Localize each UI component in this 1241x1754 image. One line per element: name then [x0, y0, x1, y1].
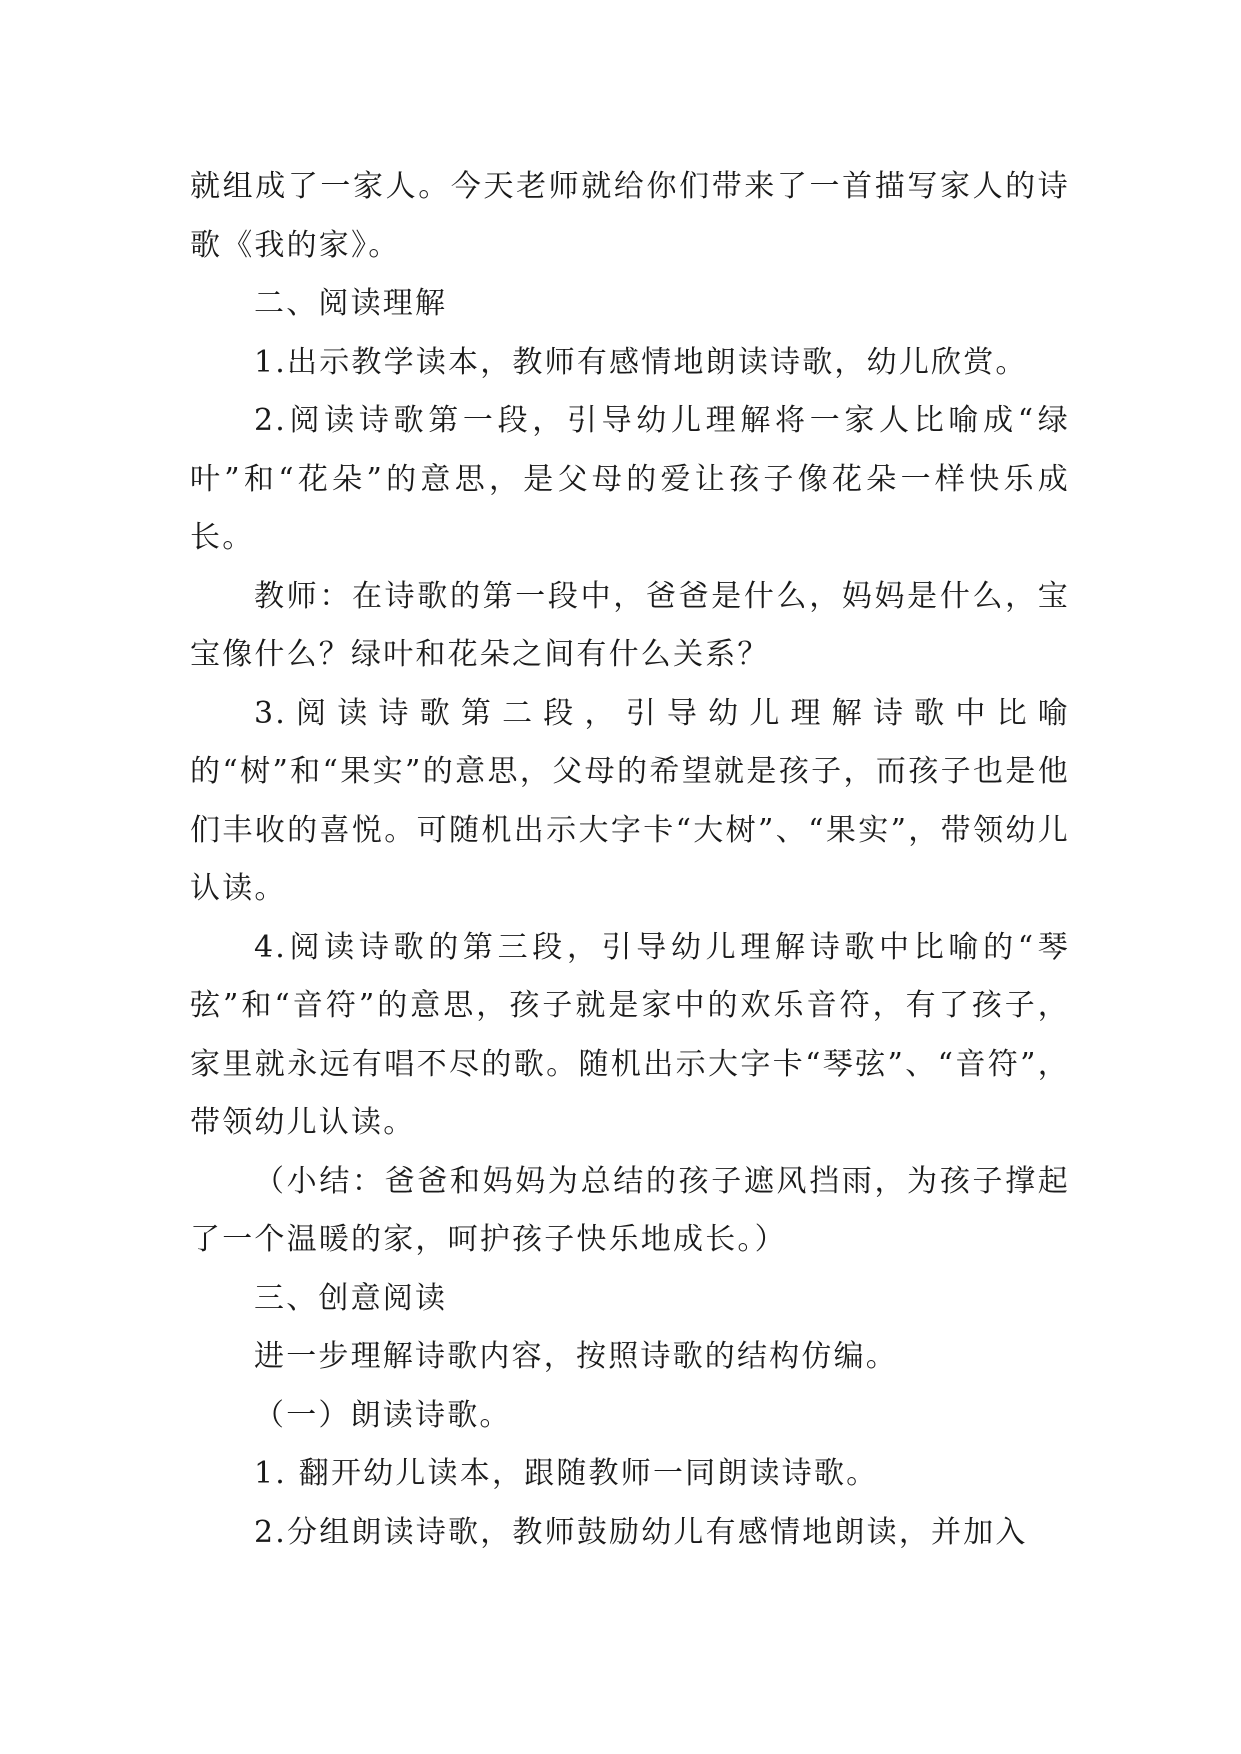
section-heading-reading-comprehension: 二、阅读理解	[254, 286, 448, 321]
paragraph-intro-continuation: 就组成了一家人。今天老师就给你们带来了一首描写家人的诗歌《我的家》。	[190, 169, 1070, 263]
paragraph-step-2: 2.阅读诗歌第一段，引导幼儿理解将一家人比喻成“绿叶”和“花朵”的意思，是父母的爱让孩子像花朵一样快乐成长。	[190, 403, 1070, 555]
paragraph-step-1: 1.出示教学读本，教师有感情地朗读诗歌，幼儿欣赏。	[254, 344, 1028, 380]
paragraph-step-4: 4.阅读诗歌的第三段，引导幼儿理解诗歌中比喻的“琴弦”和“音符”的意思，孩子就是家中的欢乐音符，有了孩子，家里就永远有唱不尽的歌。随机出示大字卡“琴弦”、“音符”，带领幼儿认读。	[190, 929, 1070, 1140]
paragraph-read-step-2: 2.分组朗读诗歌，教师鼓励幼儿有感情地朗读，并加入	[254, 1514, 1028, 1550]
section-heading-creative-reading: 三、创意阅读	[254, 1280, 448, 1316]
paragraph-creative-intro: 进一步理解诗歌内容，按照诗歌的结构仿编。	[254, 1339, 898, 1374]
subheading-read-poem: （一）朗读诗歌。	[254, 1397, 512, 1433]
paragraph-summary: （小结：爸爸和妈妈为总结的孩子遮风挡雨，为孩子撑起了一个温暖的家，呵护孩子快乐地成长。）	[190, 1163, 1070, 1257]
document-body	[190, 158, 1070, 1562]
paragraph-teacher-question: 教师：在诗歌的第一段中，爸爸是什么，妈妈是什么，宝宝像什么？绿叶和花朵之间有什么关系？	[190, 578, 1070, 672]
paragraph-step-3: 3.阅读诗歌第二段，引导幼儿理解诗歌中比喻的“树”和“果实”的意思，父母的希望就是孩子，而孩子也是他们丰收的喜悦。可随机出示大字卡“大树”、“果实”，带领幼儿认读。	[190, 695, 1070, 906]
paragraph-read-step-1: 1. 翻开幼儿读本，跟随教师一同朗读诗歌。	[254, 1456, 879, 1491]
